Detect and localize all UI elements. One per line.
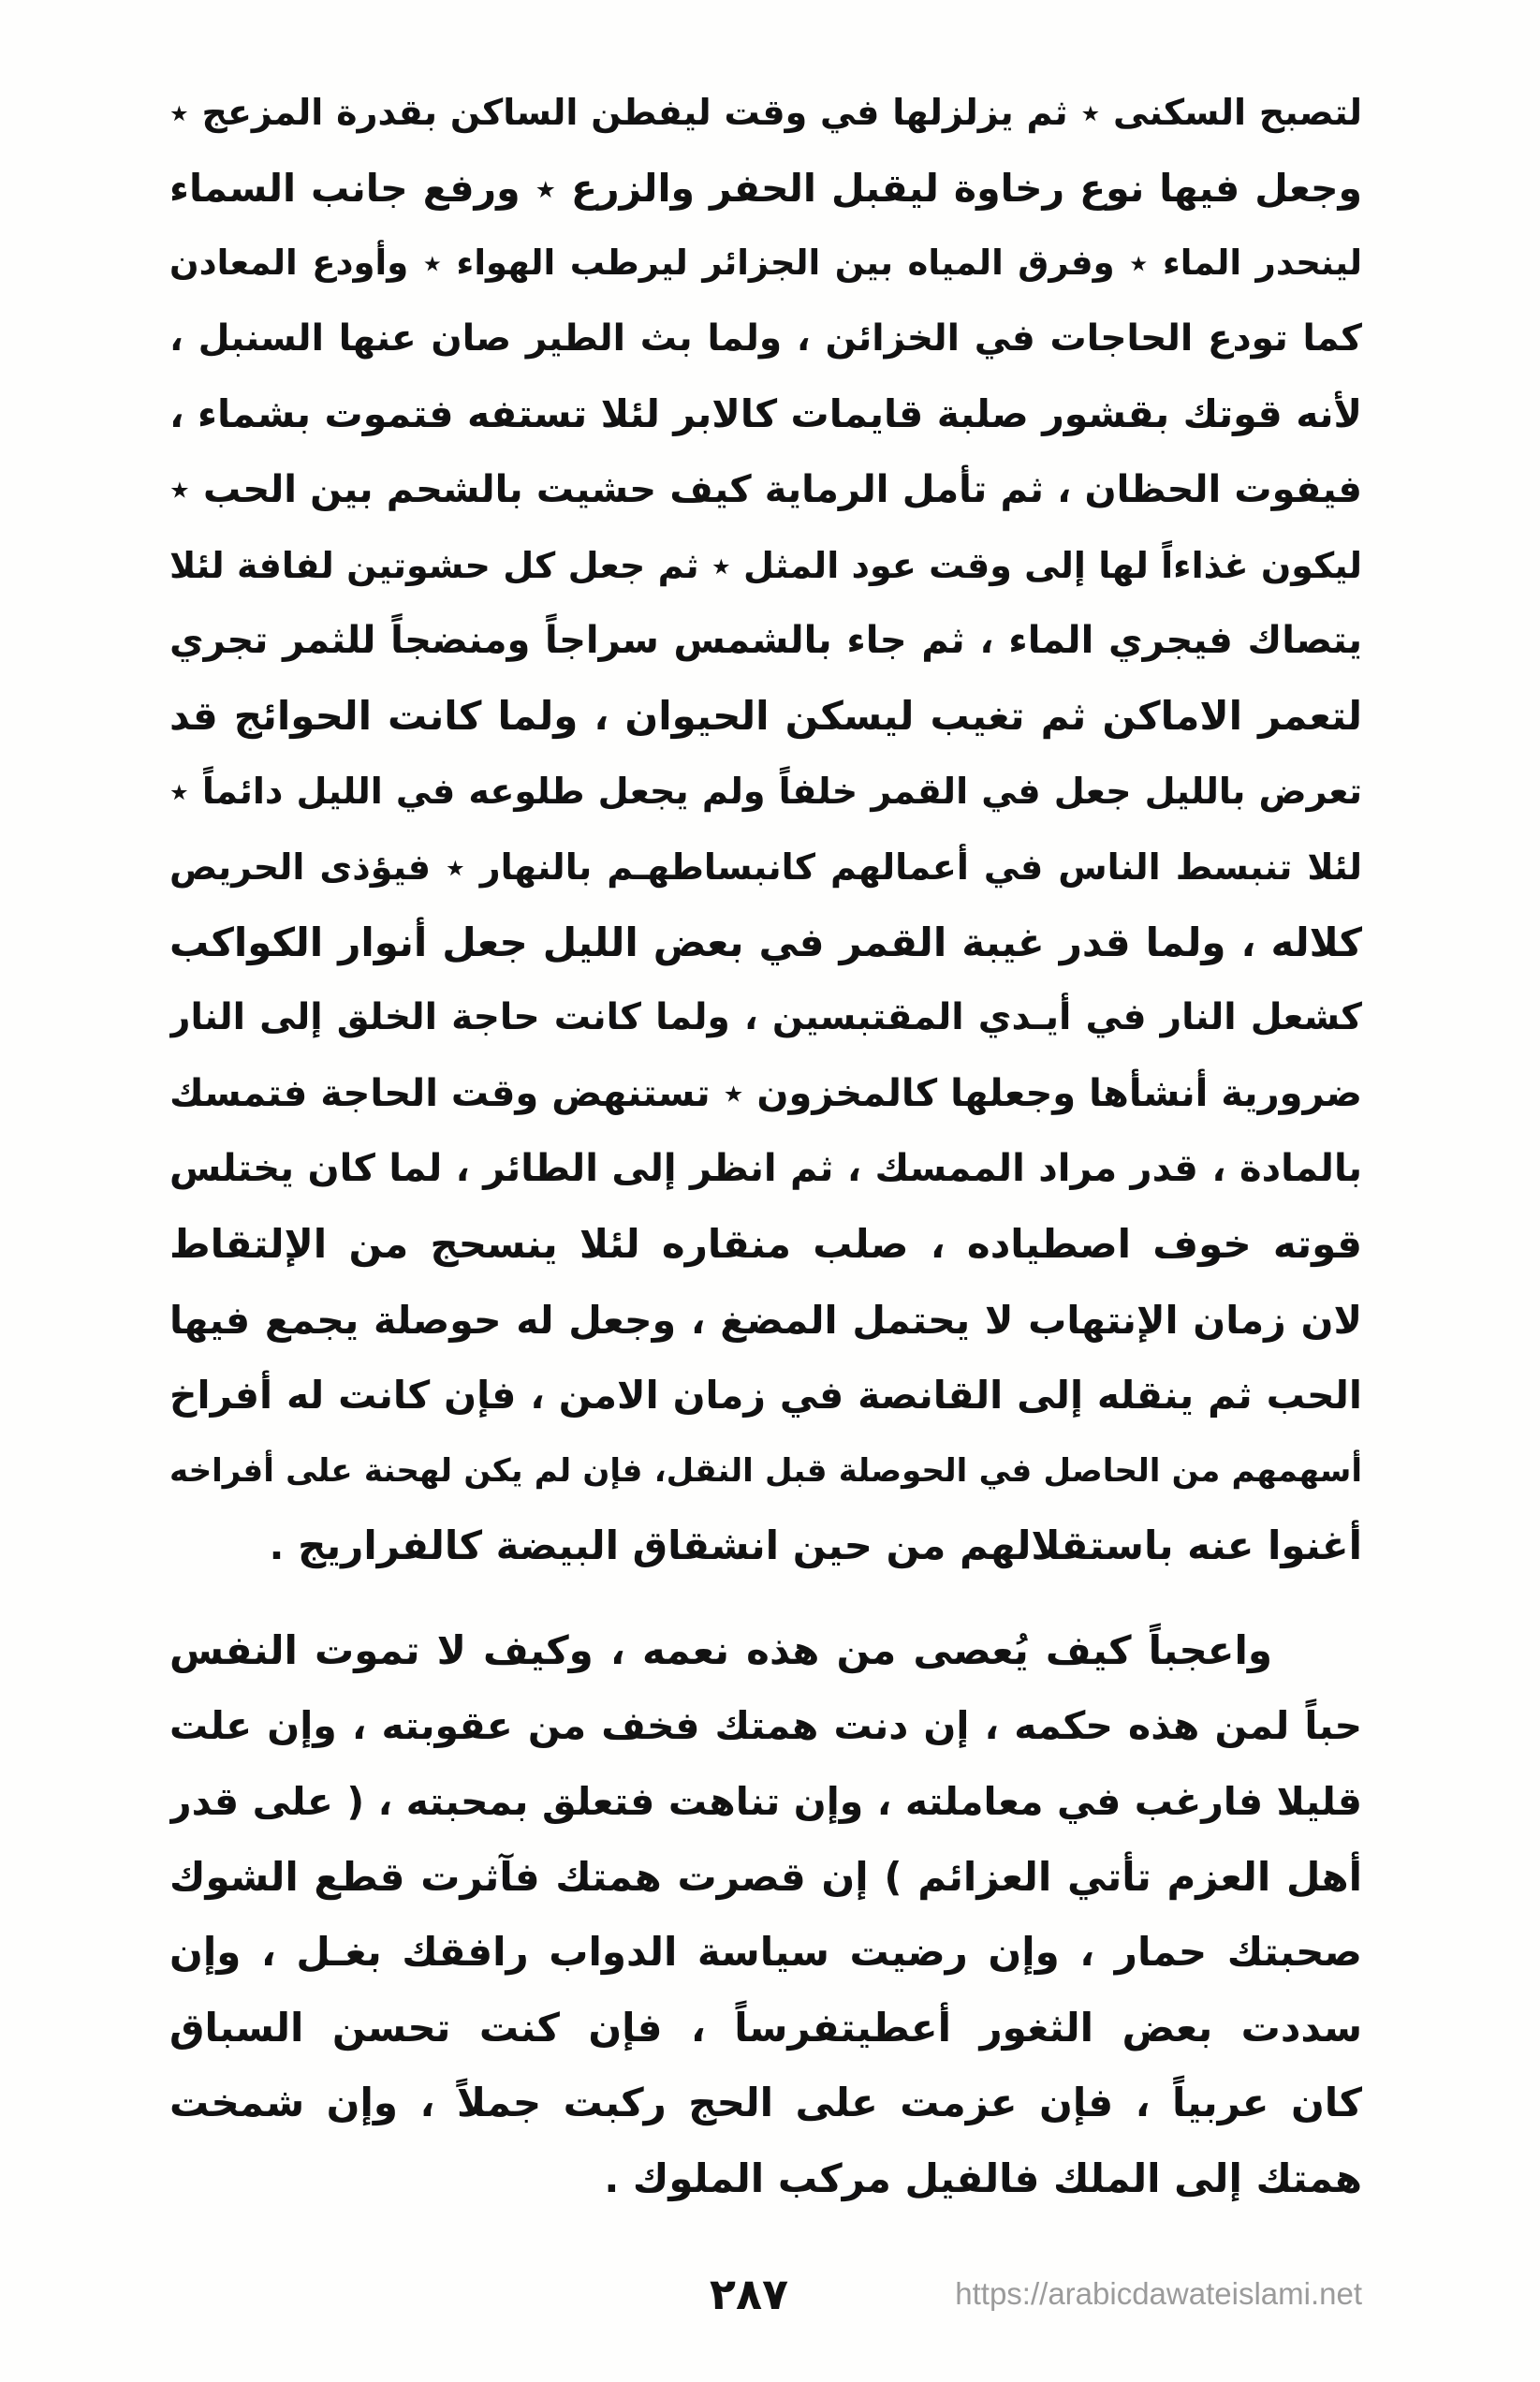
text-line: سددت بعض الثغور أعطيتفرساً ، فإن كنت تحسن السباق	[169, 2004, 1362, 2051]
text-line: لئلا تنبسط الناس في أعمالهم كانبساطهـم بالنهار ٭ فيؤذى الحريص	[169, 845, 1362, 888]
text-line: كشعل النار في أيـدي المقتبسين ، ولما كانت حاجة الخلق إلى النار	[169, 996, 1362, 1039]
text-line: أغنوا عنه باستقلالهم من حين انشقاق البيضة كالفراريج .	[269, 1522, 1362, 1569]
paragraph	[169, 1613, 1362, 2217]
text-line: قوته خوف اصطياده ، صلب منقاره لئلا ينسحج من الإلتقاط	[169, 1220, 1362, 1267]
text-line: لينحدر الماء ٭ وفرق المياه بين الجزائر ليرطب الهواء ٭ وأودع المعادن	[169, 243, 1362, 284]
text-line: حباً لمن هذه حكمه ، إن دنت همتك فخف من عقوبته ، وإن علت	[169, 1703, 1362, 1749]
text-line: ليكون غذاءاً لها إلى وقت عود المثل ٭ ثم جعل كل حشوتين لفافة لئلا	[169, 544, 1362, 586]
text-line: واعجباً كيف يُعصى من هذه نعمه ، وكيف لا تموت النفس	[169, 1626, 1272, 1673]
text-line: ضرورية أنشأها وجعلها كالمخزون ٭ تستنهض وقت الحاجة فتمسك	[169, 1071, 1362, 1115]
text-line: فيفوت الحظان ، ثم تأمل الرماية كيف حشيت بالشحم بين الحب ٭	[169, 467, 1362, 511]
text-line: يتصاك فيجري الماء ، ثم جاء بالشمس سراجاً ومنضجاً للثمر تجري	[169, 619, 1362, 663]
page-number: ٢٨٧	[709, 2269, 789, 2319]
source-url-watermark: https://arabicdawateislami.net	[955, 2276, 1362, 2311]
text-line: تعرض بالليل جعل في القمر خلفاً ولم يجعل طلوعه في الليل دائماً ٭	[169, 771, 1362, 813]
text-line: صحبتك حمار ، وإن رضيت سياسة الدواب رافقك بغـل ، وإن	[169, 1929, 1362, 1976]
text-line: لتعمر الاماكن ثم تغيب ليسكن الحيوان ، ولما كانت الحوائج قد	[169, 692, 1362, 739]
text-line: همتك إلى الملك فالفيل مركب الملوك .	[604, 2155, 1362, 2202]
text-line: كما تودع الحاجات في الخزائن ، ولما بث الطير صان عنها السنبل ،	[169, 316, 1362, 360]
text-line: لأنه قوتك بقشور صلبة قايمات كالابر لئلا تستفه فتموت بشماء ،	[169, 391, 1362, 437]
text-line: الحب ثم ينقله إلى القانصة في زمان الامن ، فإن كانت له أفراخ	[169, 1373, 1362, 1419]
text-line: كان عربياً ، فإن عزمت على الحج ركبت جملاً ، وإن شمخت	[169, 2080, 1362, 2126]
text-line: وجعل فيها نوع رخاوة ليقبل الحفر والزرع ٭ ورفع جانب السماء	[169, 165, 1362, 211]
body-text	[169, 75, 1362, 2217]
text-line: بالمادة ، قدر مراد الممسك ، ثم انظر إلى الطائر ، لما كان يختلس	[169, 1147, 1362, 1191]
text-line: لان زمان الإنتهاب لا يحتمل المضغ ، وجعل له حوصلة يجمع فيها	[169, 1297, 1362, 1343]
text-line: لتصبح السكنى ٭ ثم يزلزلها في وقت ليفطن الساكن بقدرة المزعج ٭	[169, 92, 1362, 133]
text-line: قليلا فارغب في معاملته ، وإن تناهت فتعلق بمحبته ، ( على قدر	[169, 1779, 1362, 1825]
text-line: أهل العزم تأتي العزائم ) إن قصرت همتك فآثرت قطع الشوك	[169, 1853, 1362, 1900]
paragraph	[169, 75, 1362, 1584]
text-line: كلاله ، ولما قدر غيبة القمر في بعض الليل جعل أنوار الكواكب	[169, 919, 1362, 965]
text-line: أسهمهم من الحاصل في الحوصلة قبل النقل، فإن لم يكن لهحنة على أفراخه	[169, 1451, 1362, 1490]
